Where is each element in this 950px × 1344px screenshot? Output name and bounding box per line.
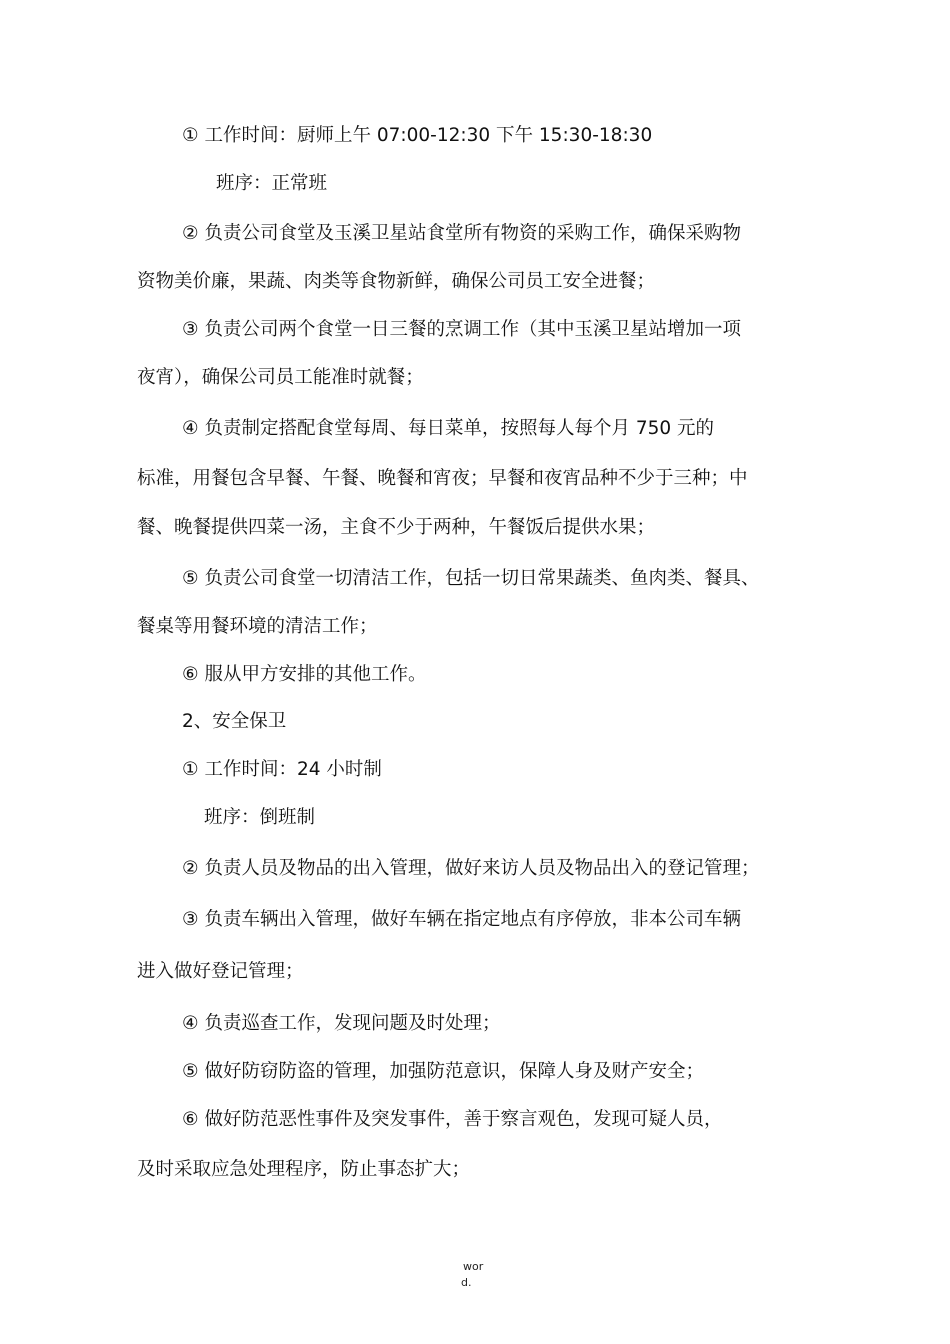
security-item-6-line-2: 及时采取应急处理程序，防止事态扩大； — [137, 1159, 471, 1180]
footer-text-line-2: d. — [461, 1276, 472, 1289]
kitchen-item-3-line-1: ③ 负责公司两个食堂一日三餐的烹调工作（其中玉溪卫星站增加一项 — [182, 319, 741, 340]
security-item-5-line-1: ⑤ 做好防窃防盗的管理，加强防范意识，保障人身及财产安全； — [182, 1061, 704, 1082]
kitchen-item-2-line-2: 资物美价廉，果蔬、肉类等食物新鲜，确保公司员工安全进餐； — [137, 271, 656, 292]
kitchen-item-6-line-1: ⑥ 服从甲方安排的其他工作。 — [182, 664, 427, 685]
security-item-1-hours: ① 工作时间：24 小时制 — [182, 759, 382, 780]
kitchen-item-4-line-1: ④ 负责制定搭配食堂每周、每日菜单，按照每人每个月 750 元的 — [182, 418, 715, 439]
kitchen-item-5-line-2: 餐桌等用餐环境的清洁工作； — [137, 616, 378, 637]
security-item-2-line-1: ② 负责人员及物品的出入管理，做好来访人员及物品出入的登记管理； — [182, 858, 760, 879]
security-item-3-line-2: 进入做好登记管理； — [137, 961, 304, 982]
kitchen-item-5-line-1: ⑤ 负责公司食堂一切清洁工作，包括一切日常果蔬类、鱼肉类、餐具、 — [182, 568, 760, 589]
kitchen-item-4-line-2: 标准，用餐包含早餐、午餐、晚餐和宵夜；早餐和夜宵品种不少于三种；中 — [137, 468, 748, 489]
kitchen-item-1-shift: 班序：正常班 — [216, 173, 328, 194]
security-item-4-line-1: ④ 负责巡查工作，发现问题及时处理； — [182, 1013, 501, 1034]
kitchen-item-3-line-2: 夜宵），确保公司员工能准时就餐； — [137, 367, 424, 388]
kitchen-item-1-hours: ① 工作时间：厨师上午 07:00-12:30 下午 15:30-18:30 — [182, 125, 653, 146]
security-item-1-shift: 班序：倒班制 — [204, 807, 316, 828]
security-item-6-line-1: ⑥ 做好防范恶性事件及突发事件，善于察言观色，发现可疑人员， — [182, 1109, 723, 1130]
section-heading-security: 2、安全保卫 — [182, 711, 287, 732]
footer-text-line-1: wor — [463, 1260, 484, 1273]
kitchen-item-4-line-3: 餐、晚餐提供四菜一汤，主食不少于两种，午餐饭后提供水果； — [137, 517, 656, 538]
kitchen-item-2-line-1: ② 负责公司食堂及玉溪卫星站食堂所有物资的采购工作，确保采购物 — [182, 223, 741, 244]
security-item-3-line-1: ③ 负责车辆出入管理，做好车辆在指定地点有序停放，非本公司车辆 — [182, 909, 741, 930]
